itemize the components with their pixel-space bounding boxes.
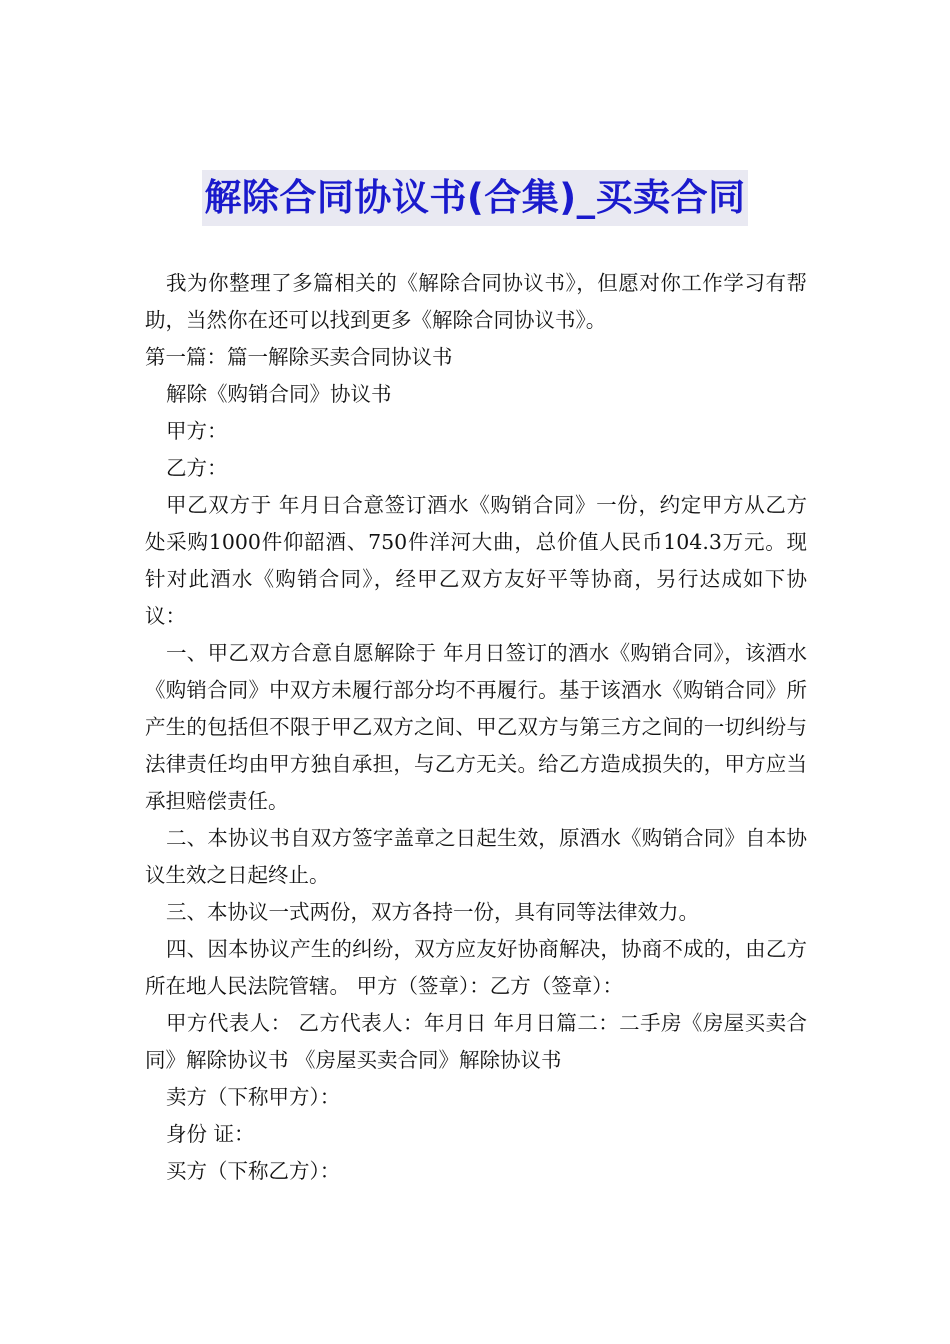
paragraph: 甲方：	[166, 419, 228, 443]
paragraph: 身份 证：	[166, 1122, 255, 1146]
paragraph: 三、本协议一式两份，双方各持一份，具有同等法律效力。	[166, 900, 699, 924]
document-body	[145, 265, 807, 1190]
paragraph: 解除《购销合同》协议书	[166, 382, 392, 406]
paragraph: 买方（下称乙方）：	[166, 1159, 341, 1183]
document-title: 解除合同协议书(合集)_买卖合同	[202, 170, 747, 226]
paragraph: 四、因本协议产生的纠纷，双方应友好协商解决，协商不成的，由乙方所在地人民法院管辖。 甲方（签章）：乙方（签章）：	[145, 937, 807, 998]
paragraph: 卖方（下称甲方）：	[166, 1085, 341, 1109]
paragraph: 甲方代表人： 乙方代表人：年月日 年月日篇二：二手房《房屋买卖合同》解除协议书 《房屋买卖合同》解除协议书	[145, 1011, 807, 1072]
paragraph: 二、本协议书自双方签字盖章之日起生效，原酒水《购销合同》自本协议生效之日起终止。	[145, 826, 807, 887]
paragraph: 一、甲乙双方合意自愿解除于 年月日签订的酒水《购销合同》，该酒水《购销合同》中双方未履行部分均不再履行。基于该酒水《购销合同》所产生的包括但不限于甲乙双方之间、甲乙双方与第三方之间的一切纠纷与法律责任均由甲方独自承担，与乙方无关。给乙方造成损失的，甲方应当承担赔偿责任。	[145, 641, 807, 813]
paragraph: 第一篇：篇一解除买卖合同协议书	[145, 345, 453, 369]
paragraph: 我为你整理了多篇相关的《解除合同协议书》，但愿对你工作学习有帮助，当然你在还可以找到更多《解除合同协议书》。	[145, 271, 807, 332]
title-container	[0, 170, 950, 226]
paragraph: 甲乙双方于 年月日合意签订酒水《购销合同》一份，约定甲方从乙方处采购1000件仰韶酒、750件洋河大曲，总价值人民币104.3万元。现针对此酒水《购销合同》，经甲乙双方友好平等协商，另行达成如下协议：	[145, 493, 807, 628]
paragraph: 乙方：	[166, 456, 228, 480]
